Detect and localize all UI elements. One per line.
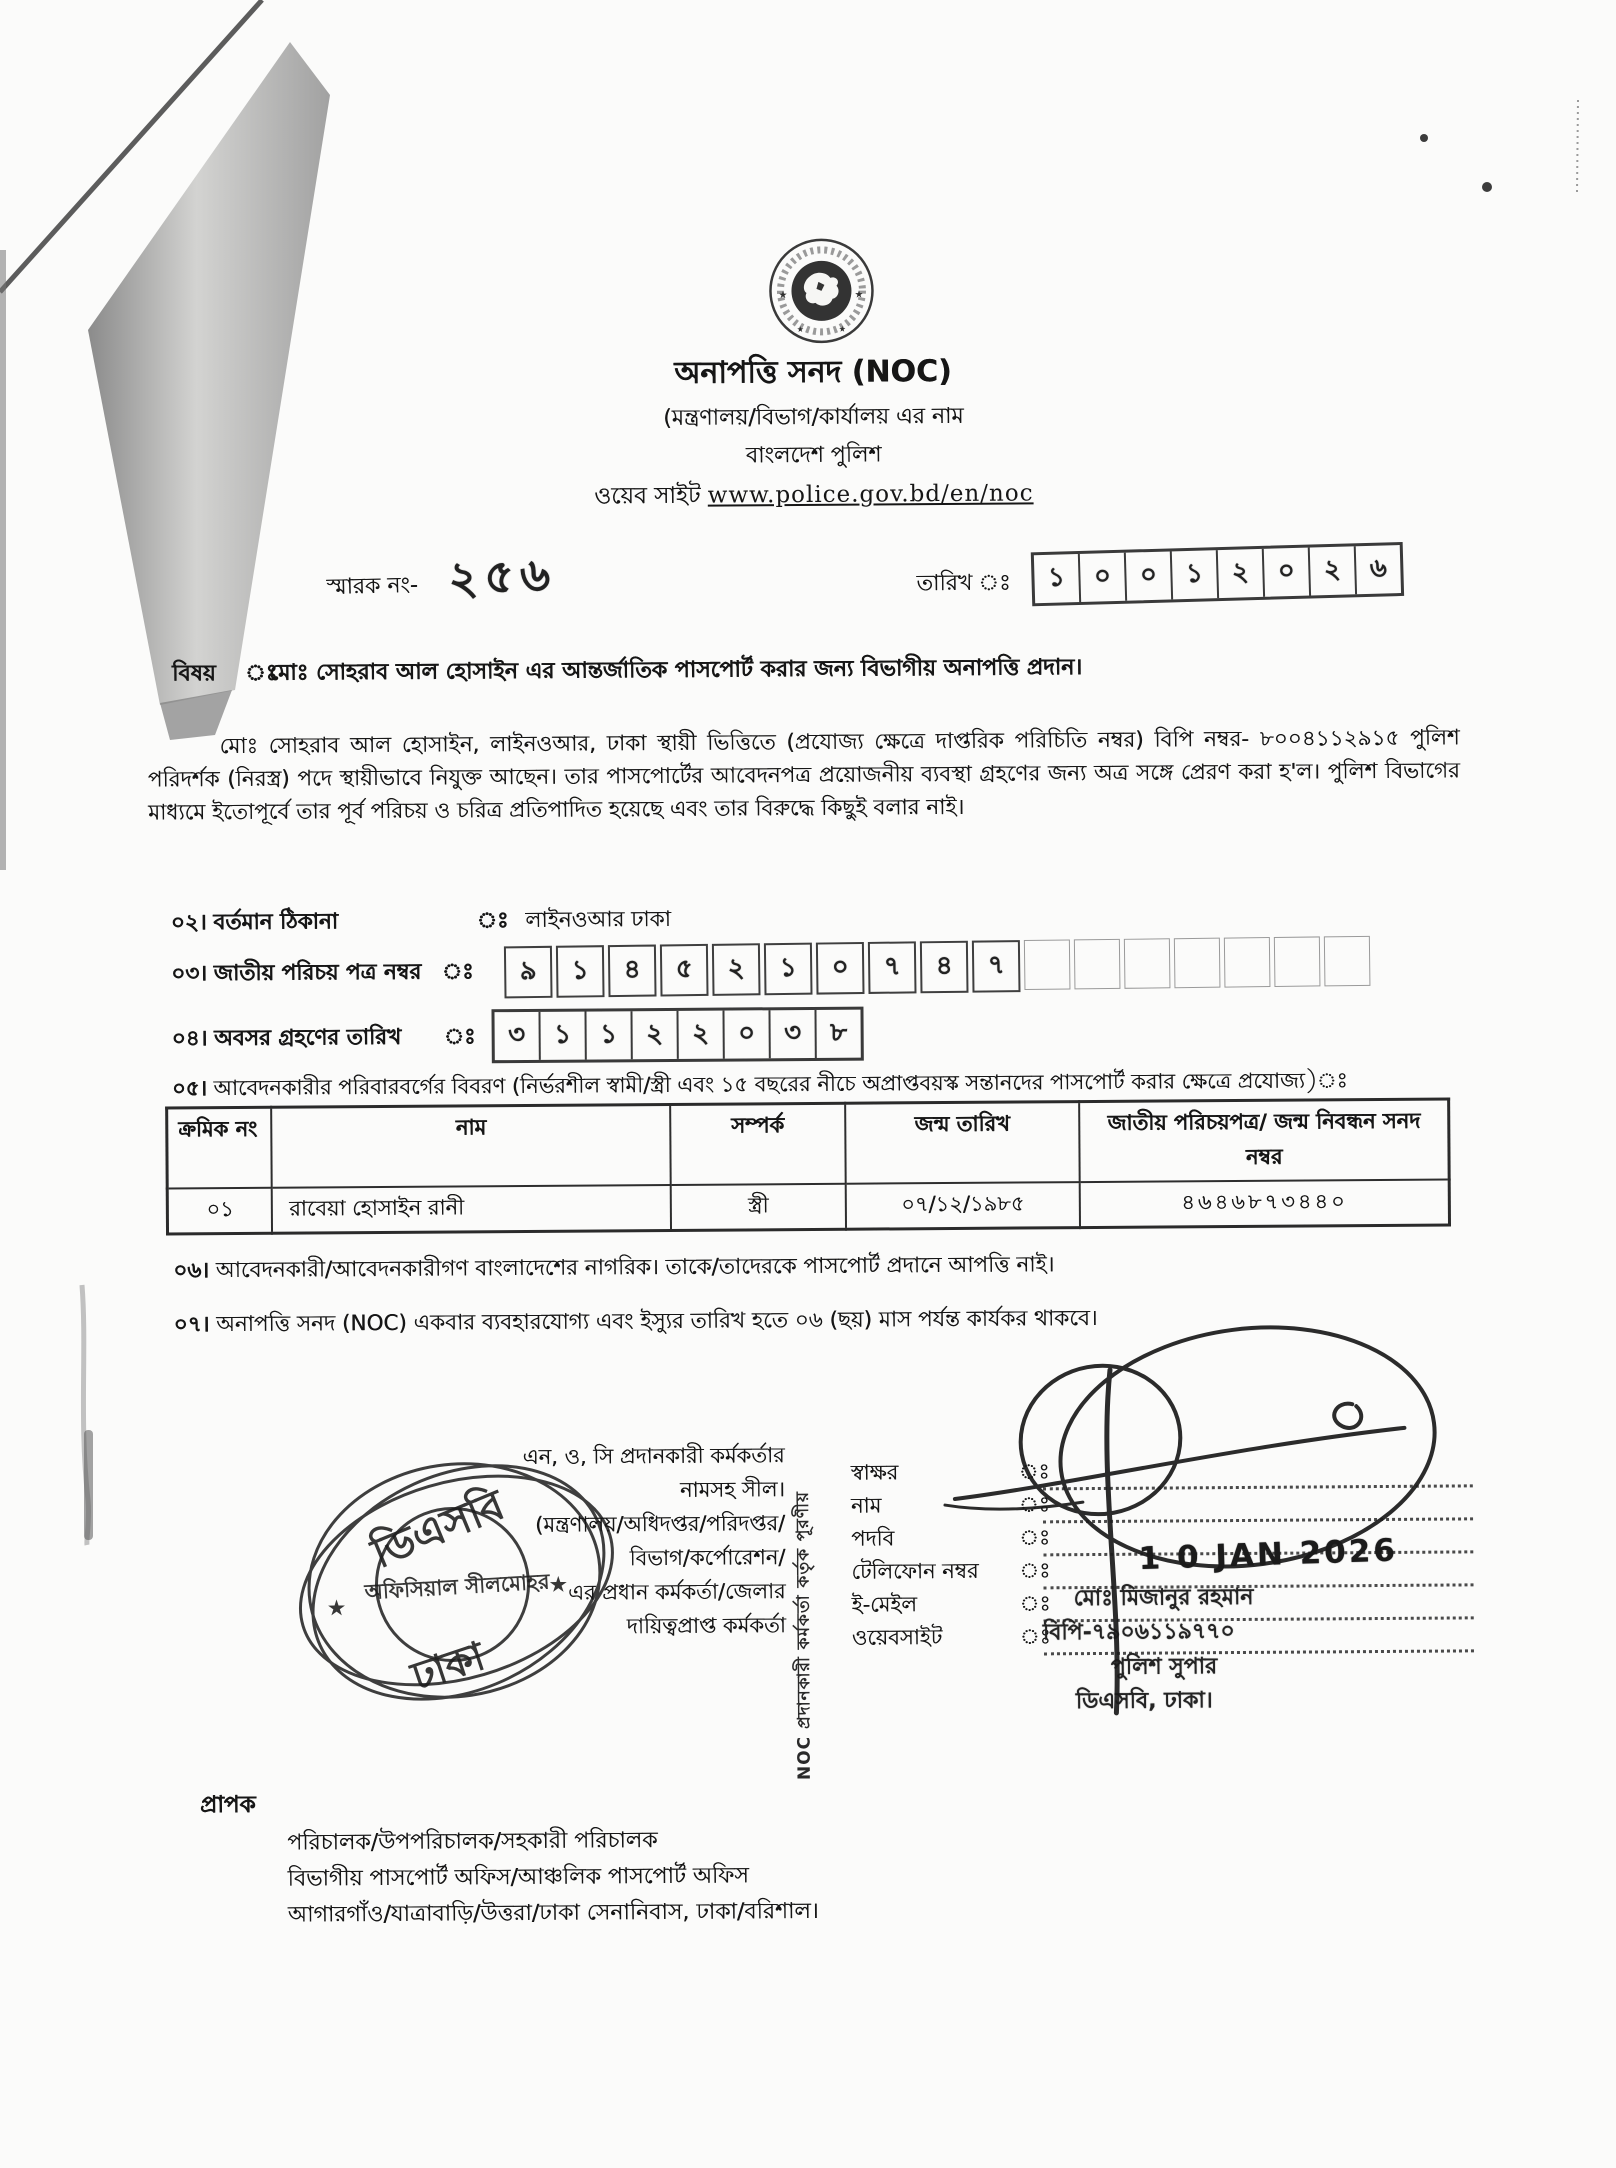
table-row — [167, 1180, 1449, 1234]
svg-text:★: ★ — [854, 289, 864, 301]
nid-digit-box: ৯ — [504, 946, 553, 999]
item-02-row — [171, 905, 338, 942]
stamp-star-right: ★ — [548, 1572, 569, 1598]
nid-digit-box: ৭ — [972, 940, 1021, 993]
col-header-name: নাম — [271, 1104, 670, 1187]
cell-name: রাবেয়া হোসাইন রানী — [272, 1185, 671, 1233]
item-06-number: ০৬। — [173, 1258, 210, 1284]
body-paragraph: মোঃ সোহরাব আল হোসাইন, লাইনওআর, ঢাকা স্থায়ী ভিত্তিতে (প্রযোজ্য ক্ষেত্রে দাপ্তরিক পরিচিতি নম্বর) বিপি নম্বর- ৮০০৪১১২৯১৫ পুলিশ পরিদর্শক (নিরস্ত্র) পদে স্থায়ীভাবে নিযুক্ত আছেন। তার পাসপোর্টের আবেদনপত্র প্রয়োজনীয় ব্যবস্থা গ্রহণের জন্য অত্র সঙ্গে প্রেরণ করা হ'ল। পুলিশ বিভাগের মাধ্যমে ইতোপূর্বে তার পূর্ব পরিচয় ও চরিত্র প্রতিপাদিত হয়েছে এবং তার বিরুদ্ধে কিছুই বলার নাই। — [147, 725, 1460, 826]
nid-digit-box: ৫ — [660, 944, 709, 997]
nid-digit-box: ১ — [556, 945, 605, 998]
field-label-designation: পদবি — [851, 1526, 895, 1551]
stamp-star-left: ★ — [326, 1596, 347, 1622]
field-separator: ঃ — [1018, 1459, 1050, 1484]
stamp-top-text: ডিএসবি — [364, 1479, 512, 1578]
seal-block-line: এর প্রধান কর্মকর্তা/জেলার — [567, 1579, 786, 1605]
col-header-serial: ক্রমিক নং — [167, 1107, 272, 1188]
subject-text: মোঃ সোহরাব আল হোসাইন এর আন্তর্জাতিক পাসপোর্ট করার জন্য বিভাগীয় অনাপত্তি প্রদান। — [269, 655, 1083, 686]
nid-digit-box: ২ — [712, 943, 761, 996]
seal-block-line: এন, ও, সি প্রদানকারী কর্মকর্তার — [522, 1443, 785, 1470]
officer-bp-number-stamp: বিপি-৭৯০৬১১৯৭৭০ — [1042, 1619, 1235, 1646]
col-header-nid: জাতীয় পরিচয়পত্র/ জন্ম নিবন্ধন সনদ নম্বর — [1079, 1099, 1449, 1182]
field-label-name: নাম — [850, 1493, 882, 1518]
field-separator: ঃ — [1019, 1624, 1051, 1649]
seal-block-line: বিভাগ/কর্পোরেশন/ — [629, 1545, 786, 1571]
item-03-separator: ঃ — [441, 959, 474, 985]
retirement-digit-box: ১ — [538, 1012, 584, 1060]
nid-empty-box — [1174, 938, 1221, 989]
nid-box-strip — [504, 936, 1375, 999]
date-box-strip — [1031, 542, 1404, 606]
date-digit-box: ১ — [1170, 550, 1217, 599]
item-04-number: ০৪। — [171, 1026, 208, 1052]
cell-relation: স্ত্রী — [671, 1184, 846, 1231]
noc-officer-seal-block — [422, 1438, 785, 1645]
cell-serial: ০১ — [167, 1188, 272, 1234]
retirement-digit-box: ৩ — [768, 1010, 814, 1058]
item-06-row — [173, 1248, 1054, 1290]
svg-text:★: ★ — [778, 290, 788, 302]
item-05-number: ০৫। — [171, 1076, 207, 1101]
recipient-line-3: আগারগাঁও/যাত্রাবাড়ি/উত্তরা/ঢাকা সেনানিবাস, ঢাকা/বরিশাল। — [287, 1898, 819, 1928]
nid-empty-box — [1324, 936, 1371, 987]
retirement-digit-box: ১ — [584, 1011, 630, 1059]
date-label: তারিখ ঃ — [916, 570, 1011, 597]
nid-empty-box — [1074, 939, 1121, 990]
field-separator: ঃ — [1019, 1525, 1051, 1550]
item-07-text: অনাপত্তি সনদ (NOC) একবার ব্যবহারযোগ্য এবং ইস্যুর তারিখ হতে ০৬ (ছয়) মাস পর্যন্ত কার্যকর থাকবে। — [216, 1305, 1098, 1338]
nid-empty-box — [1024, 939, 1071, 990]
seal-block-line: নামসহ সীল। — [679, 1477, 785, 1502]
nid-digit-box: ০ — [816, 942, 865, 995]
cell-nid: ৪৬৪৬৮৭৩৪৪০ — [1080, 1180, 1450, 1228]
col-header-relation: সম্পর্ক — [670, 1103, 845, 1185]
nid-empty-box — [1124, 938, 1171, 989]
item-04-row — [172, 1020, 476, 1058]
col-header-dob: জন্ম তারিখ — [845, 1102, 1080, 1184]
field-label-signature: স্বাক্ষর — [850, 1460, 899, 1485]
nid-digit-box: ৪ — [920, 941, 969, 994]
cell-dob: ০৭/১২/১৯৮৫ — [845, 1182, 1080, 1229]
page-title: অনাপত্তি সনদ (NOC) — [674, 353, 952, 391]
date-digit-box: ০ — [1262, 548, 1309, 597]
item-05-text: আবেদনকারীর পরিবারবর্গের বিবরণ (নির্ভরশীল স্বামী/স্ত্রী এবং ১৫ বছরের নীচে অপ্রাপ্তবয়স্ক সন্তানদের পাসপোর্ট করার ক্ষেত্রে প্রযোজ্য)ঃ — [213, 1068, 1348, 1101]
website-line — [444, 473, 1184, 517]
family-table — [165, 1098, 1451, 1236]
field-label-telephone: টেলিফোন নম্বর — [851, 1558, 979, 1584]
website-url: www.police.gov.bd/en/noc — [707, 480, 1034, 509]
svg-text:★: ★ — [838, 324, 846, 334]
retirement-digit-box: ৩ — [508, 1019, 526, 1051]
item-03-row — [171, 955, 474, 993]
family-table-header-row — [167, 1099, 1450, 1188]
item-04-separator: ঃ — [443, 1024, 476, 1050]
org-line-2: বাংলদেশ পুলিশ — [745, 442, 882, 469]
officer-office-stamp: ডিএসবি, ঢাকা। — [1075, 1688, 1213, 1715]
retirement-box-strip — [491, 1007, 863, 1064]
nid-empty-box — [1274, 936, 1321, 987]
handwritten-signature — [932, 1305, 1495, 1739]
bangladesh-police-seal-icon — [766, 236, 877, 347]
date-stamp-text: 1 0 JAN 2026 — [1138, 1532, 1399, 1578]
date-digit-box: ৬ — [1354, 545, 1401, 594]
item-02-value: লাইনওআর ঢাকা — [525, 906, 671, 933]
date-digit-box: ০ — [1124, 551, 1171, 600]
stamp-bottom-text: ঢাকা — [405, 1633, 491, 1701]
field-separator: ঃ — [1019, 1591, 1051, 1616]
item-02-separator: ঃ — [476, 908, 509, 934]
officer-name-stamp: মোঃ মিজানুর রহমান — [1073, 1584, 1254, 1612]
nid-digit-box: ১ — [764, 943, 813, 996]
field-separator: ঃ — [1019, 1558, 1051, 1583]
field-label-website: ওয়েবসাইট — [851, 1625, 943, 1650]
item-04-label: অবসর গ্রহণের তারিখ — [214, 1024, 402, 1052]
retirement-digit-box: ০ — [722, 1010, 768, 1058]
field-label-email: ই-মেইল — [851, 1592, 917, 1617]
vertical-fill-note: NOC প্রদানকারী কর্মকর্তা কর্তৃক পূরণীয় — [792, 1490, 815, 1781]
retirement-digit-box: ২ — [630, 1011, 676, 1059]
item-06-text: আবেদনকারী/আবেদনকারীগণ বাংলাদেশের নাগরিক। তাকে/তাদেরকে পাসপোর্ট প্রদানে আপত্তি নাই। — [215, 1252, 1055, 1284]
recipient-line-1: পরিচালক/উপপরিচালক/সহকারী পরিচালক — [287, 1828, 658, 1856]
item-02-label: বর্তমান ঠিকানা — [213, 909, 339, 936]
svg-text:★: ★ — [796, 325, 804, 335]
org-line-1: (মন্ত্রণালয়/বিভাগ/কার্যালয় এর নাম — [663, 403, 964, 431]
stamp-middle-text: অফিসিয়াল সীলমোহর — [363, 1569, 551, 1605]
nid-digit-box: ৭ — [868, 941, 917, 994]
nid-empty-box — [1224, 937, 1271, 988]
website-label: ওয়েব সাইট — [594, 482, 701, 510]
seal-block-line: (মন্ত্রণালয়/অধিদপ্তর/পরিদপ্তর/ — [535, 1511, 786, 1537]
recipient-label: প্রাপক — [199, 1791, 256, 1819]
date-digit-box: ১ — [1047, 562, 1066, 593]
memo-number-value: ২৫৬ — [447, 546, 558, 606]
officer-designation-stamp: পুলিশ সুপার — [1110, 1654, 1218, 1680]
retirement-digit-box: ৮ — [814, 1010, 860, 1058]
subject-label: বিষয় — [172, 661, 216, 687]
memo-number-label: স্মারক নং- — [326, 572, 419, 601]
date-digit-box: ২ — [1308, 546, 1355, 595]
item-02-value-row — [477, 903, 671, 940]
item-03-label: জাতীয় পরিচয় পত্র নম্বর — [213, 959, 422, 987]
item-07-number: ০৭। — [173, 1312, 210, 1338]
nid-digit-box: ৪ — [608, 945, 657, 998]
item-02-number: ০২। — [170, 910, 207, 936]
date-digit-box: ২ — [1216, 549, 1263, 598]
subject-separator: ঃ — [245, 660, 278, 686]
recipient-line-2: বিভাগীয় পাসপোর্ট অফিস/আঞ্চলিক পাসপোর্ট অফিস — [287, 1863, 749, 1892]
item-03-number: ০৩। — [171, 961, 207, 987]
retirement-digit-box: ২ — [676, 1011, 722, 1059]
date-digit-box: ০ — [1078, 553, 1125, 602]
field-separator: ঃ — [1018, 1492, 1050, 1517]
seal-block-line: দায়িত্বপ্রাপ্ত কর্মকর্তা — [626, 1613, 786, 1639]
